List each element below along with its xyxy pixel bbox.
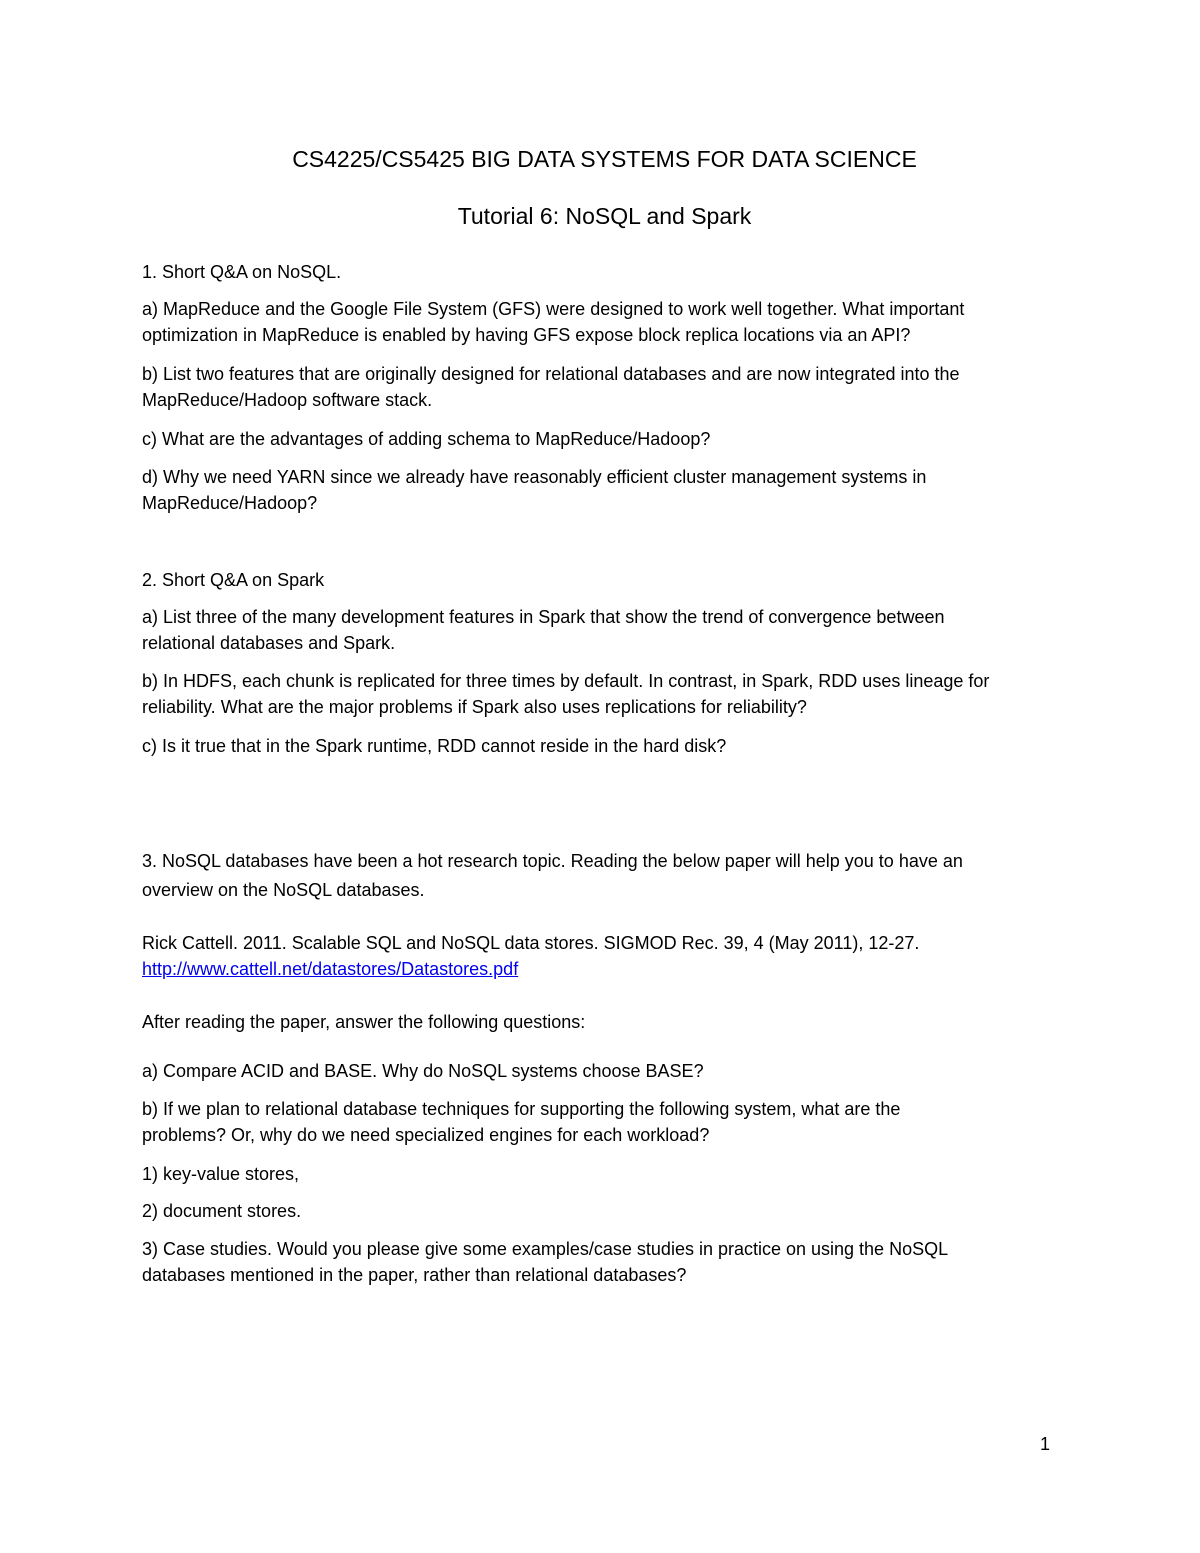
section3-instruction: After reading the paper, answer the following questions:	[142, 1012, 586, 1032]
section3-intro	[142, 847, 1067, 905]
section1-question-a-line2: optimization in MapReduce is enabled by having GFS expose block replica locations via an API?	[142, 325, 911, 345]
section2-question-b-line2: reliability. What are the major problems if Spark also uses replications for reliability?	[142, 697, 807, 717]
section2-question-c: c) Is it true that in the Spark runtime, RDD cannot reside in the hard disk?	[142, 736, 727, 756]
section2-question-b-line1: b) In HDFS, each chunk is replicated for three times by default. In contrast, in Spark, RDD uses lineage for	[142, 671, 990, 691]
section2-question-a-line2: relational databases and Spark.	[142, 633, 396, 653]
section3-question-b-line1: b) If we plan to relational database techniques for supporting the following system, what are the	[142, 1099, 901, 1119]
section2-heading: 2. Short Q&A on Spark	[142, 570, 325, 590]
section1-question-c: c) What are the advantages of adding schema to MapReduce/Hadoop?	[142, 429, 711, 449]
section3-item-3	[142, 1236, 1067, 1288]
section1-heading: 1. Short Q&A on NoSQL.	[142, 262, 342, 282]
document-title: CS4225/CS5425 BIG DATA SYSTEMS FOR DATA SCIENCE	[292, 146, 917, 172]
section1-question-b-line1: b) List two features that are originally designed for relational databases and are now integrated into the	[142, 364, 960, 384]
section2-question-b	[142, 668, 1067, 720]
section1-question-a-line1: a) MapReduce and the Google File System (GFS) were designed to work well together. What important	[142, 299, 965, 319]
section3-question-a: a) Compare ACID and BASE. Why do NoSQL systems choose BASE?	[142, 1061, 704, 1081]
section1-question-d-line1: d) Why we need YARN since we already have reasonably efficient cluster management systems in	[142, 467, 927, 487]
section1-question-d	[142, 464, 1067, 516]
section3-citation: Rick Cattell. 2011. Scalable SQL and NoSQL data stores. SIGMOD Rec. 39, 4 (May 2011), 12-27.	[142, 933, 920, 953]
section3-question-b-line2: problems? Or, why do we need specialized engines for each workload?	[142, 1125, 710, 1145]
section1-question-b	[142, 361, 1067, 413]
section3-item-2: 2) document stores.	[142, 1201, 302, 1221]
paper-link[interactable]: http://www.cattell.net/datastores/Datastores.pdf	[142, 959, 519, 979]
section1-question-b-line2: MapReduce/Hadoop software stack.	[142, 390, 433, 410]
section2-question-a-line1: a) List three of the many development features in Spark that show the trend of convergence between	[142, 607, 945, 627]
section3-intro-line1: 3. NoSQL databases have been a hot research topic. Reading the below paper will help you to have an	[142, 851, 963, 871]
section3-question-b	[142, 1096, 1067, 1148]
section1-question-a	[142, 296, 1067, 348]
document-subtitle: Tutorial 6: NoSQL and Spark	[457, 203, 752, 229]
section3-item-3-line2: databases mentioned in the paper, rather than relational databases?	[142, 1265, 687, 1285]
section3-item-3-line1: 3) Case studies. Would you please give some examples/case studies in practice on using the NoSQL	[142, 1239, 949, 1259]
section3-item-1: 1) key-value stores,	[142, 1164, 300, 1184]
section1-question-d-line2: MapReduce/Hadoop?	[142, 493, 318, 513]
section2-question-a	[142, 604, 1067, 656]
section3-reference	[142, 930, 1067, 982]
page-number: 1	[1040, 1434, 1051, 1454]
section3-intro-line2: overview on the NoSQL databases.	[142, 880, 425, 900]
